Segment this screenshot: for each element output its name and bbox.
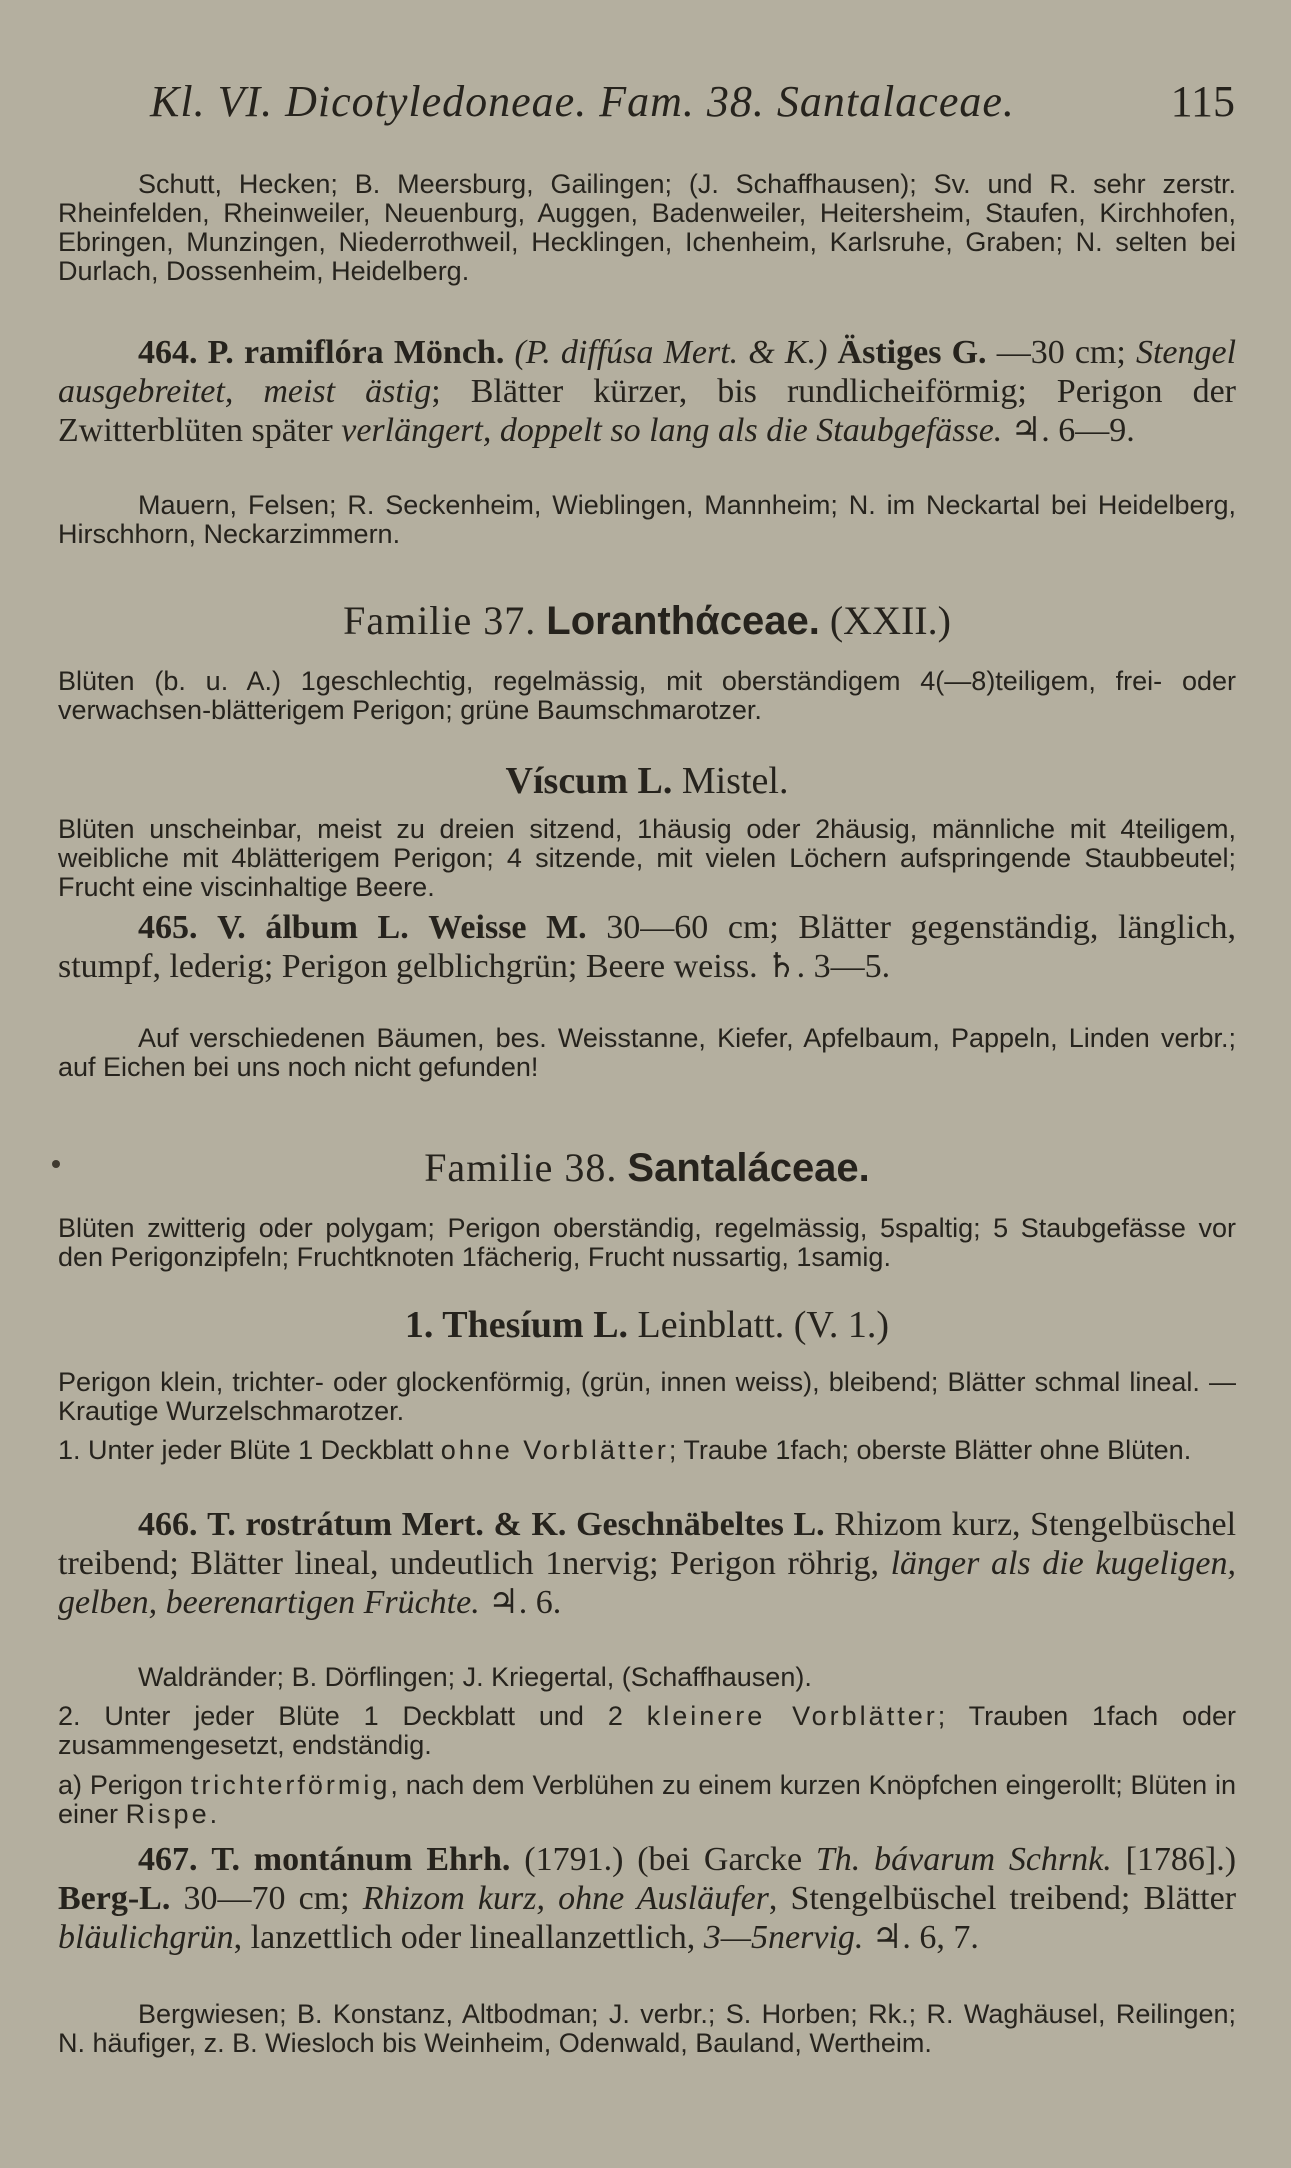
page-number: 115 [1170,77,1235,126]
common-name: Ästiges G. [837,334,987,371]
species-name: V. álbum L. [217,909,409,946]
family-name: Loranthάceae. [546,599,820,643]
description-italic: Stengel ausgebreitet, meist ästig [58,334,1237,410]
genus-thesium-heading [58,1303,1236,1347]
key-text: . [209,1799,218,1829]
description-text: [1786].) [1125,1841,1237,1878]
description-text: 30—70 cm; [183,1880,350,1917]
common-name: Berg-L. [58,1880,171,1917]
description-text: ; Blätter kürzer, bis rundlicheiförmig; Perigon der Zwitterblüten später [58,373,1236,449]
genus-thesium-description: Perigon klein, trichter- oder glockenförmig, (grün, innen weiss), bleibend; Blätter schmal lineal. — Krautige Wurzelschmarotzer. [58,1367,1236,1426]
description-text: Rhizom kurz, Stengelbüschel treibend; Blätter lineal, undeutlich 1nervig; Perigon röhrig, [58,1506,1237,1582]
flowering-time: ♃. 6, 7. [871,1919,979,1956]
key-item-1 [58,1436,1236,1465]
key-spaced-text: Rispe [125,1799,210,1829]
species-466 [58,1505,1236,1622]
description-italic: 3—5nervig. [703,1919,864,1956]
genus-name: Víscum L. [505,760,673,802]
description-italic: bläulichgrün [58,1919,234,1956]
genus-viscum-heading [58,759,1236,803]
locality-paragraph: Schutt, Hecken; B. Meersburg, Gailingen; (J. Schaffhausen); Sv. und R. sehr zerstr. Rheinfelden, Rheinweiler, Neuenburg, Auggen, Badenweiler, Heitersheim, Staufen, Kirchhofen, Ebringen, Munzingen, Niederrothweil, Hecklingen, Ichenheim, Karlsruhe, Graben; N. selten bei Durlach, Dossenheim, Heidelberg. [58,169,1236,286]
family-38-description: Blüten zwitterig oder polygam; Perigon oberständig, regelmässig, 5spaltig; 5 Staubgefässe vor den Perigonzipfeln; Fruchtknoten 1fächerig, Frucht nussartig, 1samig. [58,1213,1236,1272]
key-spaced-text: trichterförmig [190,1770,391,1800]
species-466-localities: Waldränder; B. Dörflingen; J. Kriegertal, (Schaffhausen). [138,1662,812,1692]
species-464 [58,333,1236,450]
running-header [150,76,1235,127]
genus-viscum-description: Blüten unscheinbar, meist zu dreien sitzend, 1häusig oder 2häusig, männliche mit 4teiligem, weibliche mit 4blätterigem Perigon; 4 sitzende, mit vielen Löchern aufspringende Staubbeutel; Frucht eine viscinhaltige Beere. [58,814,1236,902]
key-text: ; Traube 1fach; oberste Blätter ohne Blüten. [668,1435,1192,1465]
flowering-time: ♃. 6—9. [1010,412,1135,449]
common-name: Weisse M. [428,909,587,946]
description-italic: länger als die kugeligen, gelben, beerenartigen Früchte. [58,1545,1236,1621]
description-text: (1791.) (bei Garcke [524,1841,803,1878]
description-italic: Rhizom kurz, ohne Ausläufer [362,1880,769,1917]
linnaean-class: (V. 1.) [793,1304,890,1346]
synonym: Th. bávarum Schrnk. [815,1841,1112,1878]
description-text: , lanzettlich oder lineallanzettlich, [233,1919,696,1956]
species-name: T. montánum Ehrh. [211,1841,511,1878]
common-name: Geschnäbeltes L. [576,1506,825,1543]
family-name: Santaláceae. [627,1146,870,1190]
key-text: , nach dem Verblühen zu einem kurzen Knöpfchen eingerollt; Blüten in einer [58,1770,1236,1829]
family-label: Familie 37. [343,598,537,643]
running-title: Kl. VI. Dicotyledoneae. Fam. 38. Santalaceae. [150,77,1015,126]
key-text: a) Perigon [58,1770,183,1800]
key-text: 2. Unter jeder Blüte 1 Deckblatt und 2 [58,1701,623,1731]
description-text: 30—60 cm; Blätter gegenständig, länglich, stumpf, lederig; Perigon gelblichgrün; Beere weiss. ♄. 3—5. [58,909,1237,985]
key-text: ; Trauben 1fach oder zusammengesetzt, endständig. [58,1701,1236,1760]
description-text: , Stengelbüschel treibend; Blätter [768,1880,1237,1917]
species-number: 465. [138,909,198,946]
species-number: 466. [138,1506,198,1543]
family-37-description: Blüten (b. u. A.) 1geschlechtig, regelmässig, mit oberständigem 4(—8)teiligem, frei- oder verwachsen-blätterigem Perigon; grüne Baumschmarotzer. [58,666,1236,725]
species-465-localities: Auf verschiedenen Bäumen, bes. Weisstanne, Kiefer, Apfelbaum, Pappeln, Linden verbr.; auf Eichen bei uns noch nicht gefunden! [58,1023,1236,1082]
linnaean-class: (XXII.) [829,598,951,643]
flowering-time: ♃. 6. [488,1584,562,1621]
family-label: Familie 38. [424,1145,618,1190]
species-name: P. ramiflóra Mönch. [207,334,505,371]
species-name: T. rostrátum Mert. & K. [207,1506,567,1543]
key-item-a [58,1771,1236,1829]
description-text: —30 cm; [996,334,1126,371]
description-italic: verlängert, doppelt so lang als die Staubgefässe. [341,412,1003,449]
key-text: 1. Unter jeder Blüte 1 Deckblatt [58,1435,434,1465]
species-467 [58,1840,1236,1957]
species-465 [58,908,1236,986]
genus-common-name: Mistel. [681,760,789,802]
family-37-heading [58,598,1236,644]
synonym: (P. diffúsa Mert. & K.) [514,334,828,371]
key-item-2 [58,1702,1236,1760]
family-38-heading [58,1145,1236,1191]
genus-name: 1. Thesíum L. [404,1304,629,1346]
genus-common-name: Leinblatt. [637,1304,785,1346]
key-spaced-text: ohne Vorblätter [440,1435,669,1465]
species-467-localities: Bergwiesen; B. Konstanz, Altbodman; J. verbr.; S. Horben; Rk.; R. Waghäusel, Reilingen; N. häufiger, z. B. Wiesloch bis Weinheim, Odenwald, Bauland, Wertheim. [58,1999,1236,2058]
species-number: 467. [138,1841,198,1878]
species-464-localities: Mauern, Felsen; R. Seckenheim, Wieblingen, Mannheim; N. im Neckartal bei Heidelberg, Hirschhorn, Neckarzimmern. [58,490,1236,549]
species-number: 464. [138,334,198,371]
key-spaced-text: kleinere Vorblätter [646,1701,938,1731]
